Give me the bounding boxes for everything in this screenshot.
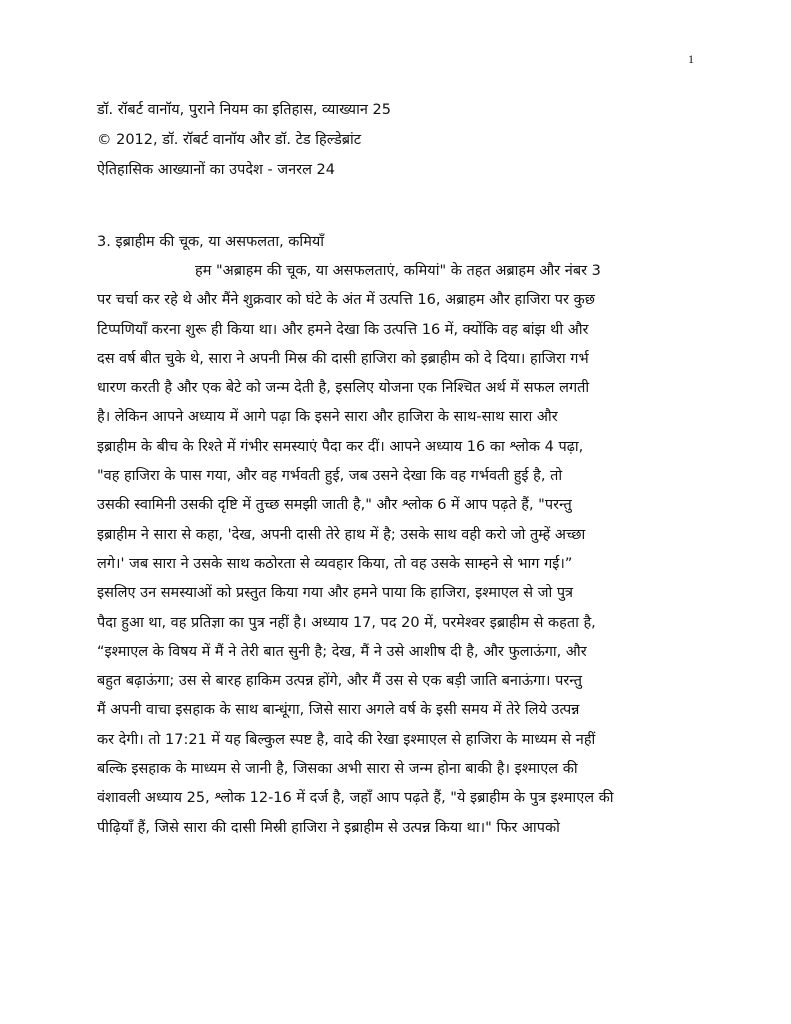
paragraph-line: उसकी स्वामिनी उसकी दृष्टि में तुच्छ समझी जाती है," और श्लोक 6 में आप पढ़ते हैं, "परन्तु xyxy=(97,497,572,514)
paragraph-line: धारण करती है और एक बेटे को जन्म देती है, इसलिए योजना एक निश्चित अर्थ में सफल लगती xyxy=(97,380,590,397)
section-heading: 3. इब्राहीम की चूक, या असफलता, कमियाँ xyxy=(97,234,325,250)
paragraph-line: कर देगी। तो 17:21 में यह बिल्कुल स्पष्ट है, वादे की रेखा इश्माएल से हाजिरा के माध्यम से नहीं xyxy=(97,731,596,748)
paragraph-line: वंशावली अध्याय 25, श्लोक 12-16 में दर्ज है, जहाँ आप पढ़ते हैं, "ये इब्राहीम के पुत्र इश्माएल की xyxy=(97,790,614,807)
paragraph-line: टिप्पणियाँ करना शुरू ही किया था। और हमने देखा कि उत्पत्ति 16 में, क्योंकि वह बांझ थी और xyxy=(97,321,589,338)
body-text xyxy=(97,228,697,843)
paragraph-line: इब्राहीम ने सारा से कहा, 'देख, अपनी दासी तेरे हाथ में है; उसके साथ वही करो जो तुम्हें अच्छा xyxy=(97,526,586,543)
document-header xyxy=(97,95,697,185)
paragraph-line: हम "अब्राहम की चूक, या असफलताएं, कमियां" के तहत अब्राहम और नंबर 3 xyxy=(195,263,601,279)
lecture-subtitle: ऐतिहासिक आख्यानों का उपदेश - जनरल 24 xyxy=(97,162,335,178)
copyright-line: © 2012, डॉ. रॉबर्ट वानॉय और डॉ. टेड हिल्डेब्रांट xyxy=(97,132,362,148)
paragraph-line: लगे।' जब सारा ने उसके साथ कठोरता से व्यवहार किया, तो वह उसके साम्हने से भाग गई।” xyxy=(97,555,573,572)
paragraph-line: बहुत बढ़ाऊंगा; उस से बारह हाकिम उत्पन्न होंगे, और मैं उस से एक बड़ी जाति बनाऊंगा। परन्तु xyxy=(97,673,583,690)
paragraph-line: पर चर्चा कर रहे थे और मैंने शुक्रवार को घंटे के अंत में उत्पत्ति 16, अब्राहम और हाजिरा पर कुछ xyxy=(97,292,595,309)
paragraph-line: मैं अपनी वाचा इसहाक के साथ बान्धूंगा, जिसे सारा अगले वर्ष के इसी समय में तेरे लिये उत्पन्न xyxy=(97,702,580,719)
paragraph-line: है। लेकिन आपने अध्याय में आगे पढ़ा कि इसने सारा और हाजिरा के साथ-साथ सारा और xyxy=(97,409,558,426)
paragraph-line: दस वर्ष बीत चुके थे, सारा ने अपनी मिस्र की दासी हाजिरा को इब्राहीम को दे दिया। हाजिरा गर्भ xyxy=(97,350,589,367)
paragraph-line: पैदा हुआ था, वह प्रतिज्ञा का पुत्र नहीं है। अध्याय 17, पद 20 में, परमेश्वर इब्राहीम से कहता है, xyxy=(97,614,596,631)
paragraph xyxy=(97,257,697,843)
paragraph-line: बल्कि इसहाक के माध्यम से जानी है, जिसका अभी सारा से जन्म होना बाकी है। इश्माएल की xyxy=(97,761,578,778)
lecture-title: डॉ. रॉबर्ट वानॉय, पुराने नियम का इतिहास, व्याख्यान 25 xyxy=(97,102,391,118)
paragraph-line: "वह हाजिरा के पास गया, और वह गर्भवती हुई, जब उसने देखा कि वह गर्भवती हुई है, तो xyxy=(97,468,563,485)
paragraph-line: पीढ़ियाँ हैं, जिसे सारा की दासी मिस्री हाजिरा ने इब्राहीम से उत्पन्न किया था।" फिर आपको xyxy=(97,819,560,836)
paragraph-line: इसलिए उन समस्याओं को प्रस्तुत किया गया और हमने पाया कि हाजिरा, इश्माएल से जो पुत्र xyxy=(97,585,574,602)
paragraph-line: इब्राहीम के बीच के रिश्ते में गंभीर समस्याएं पैदा कर दीं। आपने अध्याय 16 का श्लोक 4 पढ़ा, xyxy=(97,438,584,455)
paragraph-line: “इश्माएल के विषय में मैं ने तेरी बात सुनी है; देख, मैं ने उसे आशीष दी है, और फुलाऊंगा, और xyxy=(97,643,587,660)
page-number: 1 xyxy=(688,52,694,66)
